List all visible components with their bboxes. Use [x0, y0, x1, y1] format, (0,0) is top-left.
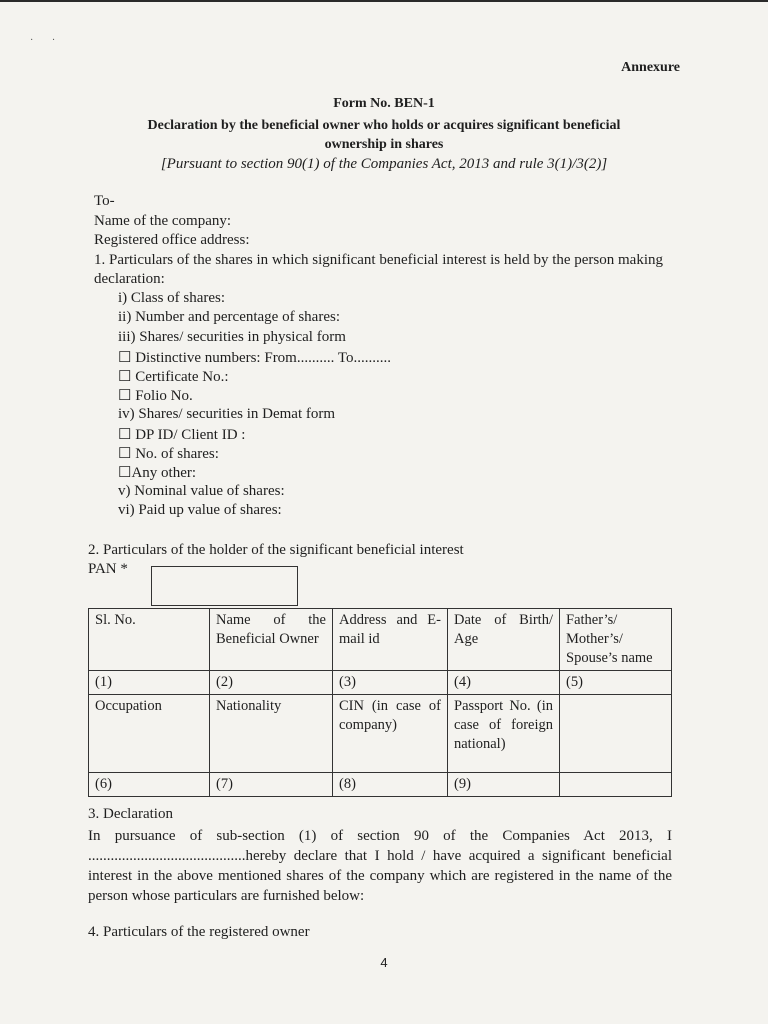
table-cell: CIN (in case of company) [333, 695, 448, 773]
share-item: iv) Shares/ securities in Demat form [118, 406, 336, 422]
to-label: To- [94, 193, 115, 209]
share-item-checkbox: ☐ DP ID/ Client ID : [118, 427, 246, 443]
company-name-label: Name of the company: [94, 213, 232, 229]
form-number: Form No. BEN-1 [333, 96, 435, 111]
form-title-line-1: Declaration by the beneficial owner who holds or acquires significant beneficial [147, 118, 621, 133]
table-cell: (9) [448, 773, 560, 797]
pan-label: PAN * [88, 561, 128, 577]
share-item: ii) Number and percentage of shares: [118, 309, 340, 325]
declaration-line: person whose particulars are furnished below: [88, 888, 365, 904]
share-item-checkbox: ☐Any other: [118, 465, 197, 481]
share-item: iii) Shares/ securities in physical form [118, 329, 346, 345]
share-item-checkbox: ☐ Certificate No.: [118, 369, 229, 385]
table-cell: (1) [89, 671, 210, 695]
table-row [89, 609, 672, 671]
declaration-paragraph [88, 826, 672, 906]
table-cell: Name of the Beneficial Owner [210, 609, 333, 671]
table-cell: Nationality [210, 695, 333, 773]
section1-heading-line-2: declaration: [94, 271, 165, 287]
table-cell: Occupation [89, 695, 210, 773]
share-item: i) Class of shares: [118, 290, 226, 306]
table-cell: (6) [89, 773, 210, 797]
section2-heading: 2. Particulars of the holder of the significant beneficial interest [88, 542, 464, 558]
form-title-line-2: ownership in shares [324, 137, 444, 152]
top-border-line [0, 0, 768, 2]
table-row [89, 695, 672, 773]
scan-specks: · · [30, 35, 64, 46]
section4-heading: 4. Particulars of the registered owner [88, 924, 310, 940]
section1-heading-line-1: 1. Particulars of the shares in which significant beneficial interest is held by the person making [94, 252, 664, 268]
table-cell [560, 695, 672, 773]
table-cell: (4) [448, 671, 560, 695]
table-cell: (5) [560, 671, 672, 695]
section3-heading: 3. Declaration [88, 806, 173, 822]
annexure-label: Annexure [621, 60, 680, 75]
pan-input-box[interactable] [151, 566, 298, 606]
table-cell: Passport No. (in case of foreign national) [448, 695, 560, 773]
share-item: v) Nominal value of shares: [118, 483, 285, 499]
declaration-line: In pursuance of sub-section (1) of section 90 of the Companies Act 2013, I [88, 828, 672, 844]
table-cell: (2) [210, 671, 333, 695]
share-item: vi) Paid up value of shares: [118, 502, 282, 518]
table-cell: Address and E-mail id [333, 609, 448, 671]
share-item-checkbox: ☐ No. of shares: [118, 446, 219, 462]
table-cell: Date of Birth/ Age [448, 609, 560, 671]
table-cell: (3) [333, 671, 448, 695]
registered-office-label: Registered office address: [94, 232, 250, 248]
table-row [89, 773, 672, 797]
pursuant-text: [Pursuant to section 90(1) of the Companies Act, 2013 and rule 3(1)/3(2)] [160, 156, 608, 172]
table-cell: (8) [333, 773, 448, 797]
beneficial-owner-table [88, 608, 672, 797]
table-cell: Sl. No. [89, 609, 210, 671]
share-item-checkbox: ☐ Distinctive numbers: From.......... To.......... [118, 350, 391, 366]
pursuant-note [0, 156, 768, 173]
table-cell [560, 773, 672, 797]
page-number: 4 [380, 955, 388, 970]
declaration-line: ..........................................hereby declare that I hold / have acquired a significant beneficial [88, 848, 672, 864]
table-cell: (7) [210, 773, 333, 797]
share-item-checkbox: ☐ Folio No. [118, 388, 193, 404]
declaration-line: interest in the above mentioned shares of the company which are registered in the name of the [88, 868, 672, 884]
table-cell: Father’s/ Mother’s/ Spouse’s name [560, 609, 672, 671]
table-row [89, 671, 672, 695]
